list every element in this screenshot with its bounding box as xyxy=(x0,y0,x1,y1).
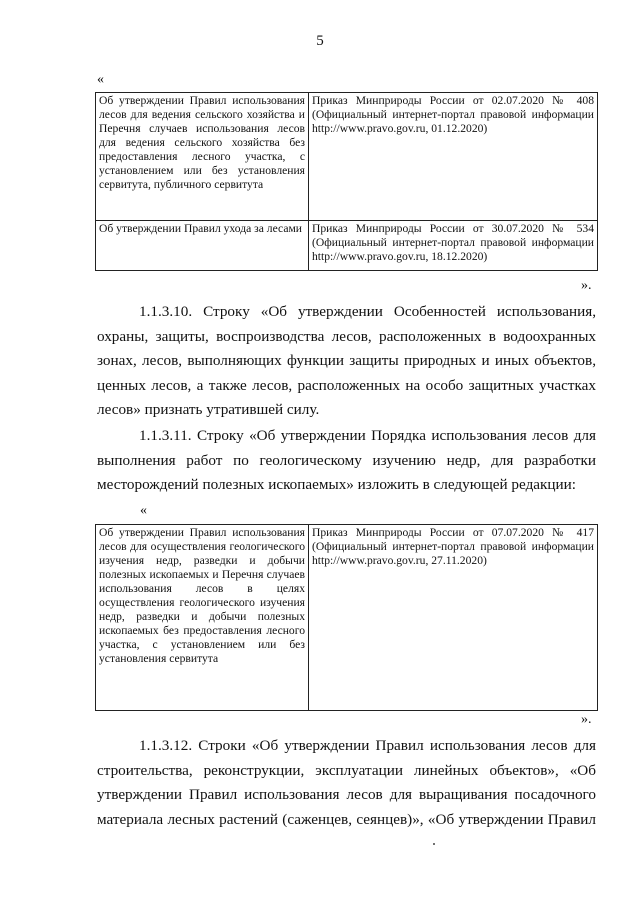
paragraph-line: 1.1.3.11. Строку «Об утверждении Порядка использования лесов для xyxy=(139,427,596,444)
paragraph-line: строительства, реконструкции, эксплуатации линейных объектов», «Об xyxy=(97,761,596,779)
paragraph-line: 1.1.3.10. Строку «Об утверждении Особенностей использования, xyxy=(139,303,596,320)
regulation-title-cell: Об утверждении Правил использования лесов для ведения сельского хозяйства и Перечня случаев использования лесов для ведения сельского хозяйства без предоставления лесного участка, с установлением или без установления сервитута, публичного сервитута xyxy=(96,93,309,221)
paragraph-1-1-3-10 xyxy=(97,300,596,423)
paragraph-line: месторождений полезных ископаемых» изложить в следующей редакции: xyxy=(97,476,577,494)
paragraph-line: охраны, защиты, воспроизводства лесов, расположенных в водоохранных xyxy=(97,327,596,345)
paragraph-line: выполнения работ по геологическому изучению недр, для разработки xyxy=(97,451,596,469)
table-row xyxy=(96,93,598,221)
regulations-table-2 xyxy=(95,524,598,711)
regulation-title-cell: Об утверждении Правил ухода за лесами xyxy=(96,221,309,271)
regulation-source-cell: Приказ Минприроды России от 30.07.2020 № 534 (Официальный интернет-портал правовой информации http://www.pravo.gov.ru, 18.12.2020) xyxy=(309,221,598,271)
paragraph-line: 1.1.3.12. Строки «Об утверждении Правил использования лесов для xyxy=(139,737,596,754)
page-number: 5 xyxy=(316,33,324,49)
opening-quote-mark: « xyxy=(140,503,147,518)
regulations-table-1 xyxy=(95,92,598,271)
regulation-title-cell: Об утверждении Правил использования лесов для осуществления геологического изучения недр, разведки и добычи полезных ископаемых и Перечня случаев использования лесов в целях осуществления геологического изучения недр, разведки и добычи полезных ископаемых без предоставления лесного участка, с установлением или без установления сервитута xyxy=(96,525,309,711)
paragraph-line: материала лесных растений (саженцев, сеянцев)», «Об утверждении Правил xyxy=(97,810,596,828)
regulation-source-cell: Приказ Минприроды России от 07.07.2020 № 417 (Официальный интернет-портал правовой информации http://www.pravo.gov.ru, 27.11.2020) xyxy=(309,525,598,711)
closing-quote-mark: ». xyxy=(581,712,592,727)
paragraph-line: утверждении Правил использования лесов для выращивания посадочного xyxy=(97,786,596,804)
paragraph-line: зонах, лесов, выполняющих функции защиты природных и иных объектов, xyxy=(97,352,596,370)
paragraph-1-1-3-11 xyxy=(97,424,596,498)
regulation-source-cell: Приказ Минприроды России от 02.07.2020 № 408 (Официальный интернет-портал правовой информации http://www.pravo.gov.ru, 01.12.2020) xyxy=(309,93,598,221)
closing-quote-mark: ». xyxy=(581,278,592,293)
opening-quote-mark: « xyxy=(97,72,104,87)
paragraph-1-1-3-12 xyxy=(97,734,596,832)
paragraph-line: ценных лесов, а также лесов, расположенных на особо защитных участках xyxy=(97,376,596,394)
scan-speck xyxy=(433,843,435,845)
paragraph-line: лесов» признать утратившей силу. xyxy=(97,401,320,419)
table-row xyxy=(96,525,598,711)
table-row xyxy=(96,221,598,271)
